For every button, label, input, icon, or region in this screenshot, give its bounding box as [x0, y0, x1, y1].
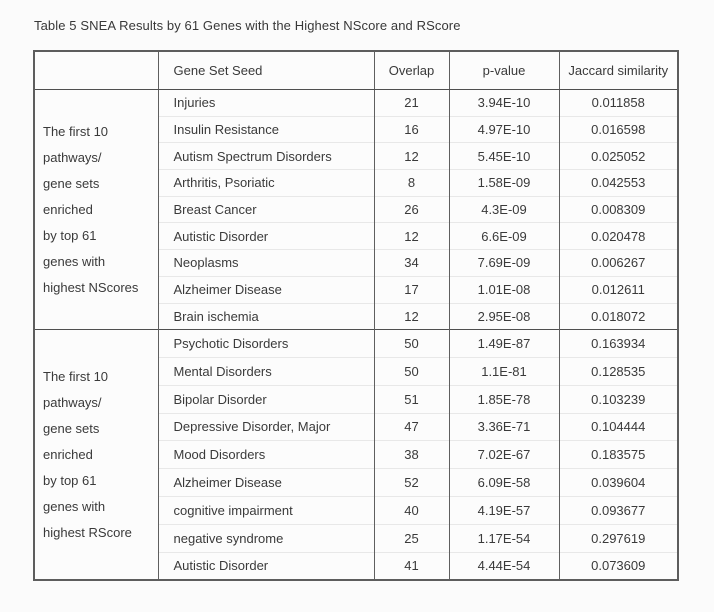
group-label-cell: [34, 330, 158, 580]
p-value-cell: 1.01E-08: [449, 276, 559, 303]
header-gene-set-seed: Gene Set Seed: [158, 51, 374, 90]
gene-set-cell: Alzheimer Disease: [158, 276, 374, 303]
gene-set-cell: Insulin Resistance: [158, 116, 374, 143]
p-value-cell: 4.3E-09: [449, 196, 559, 223]
jaccard-cell: 0.006267: [559, 250, 678, 277]
p-value-cell: 7.69E-09: [449, 250, 559, 277]
overlap-cell: 8: [374, 170, 449, 197]
snea-results-table: [33, 50, 679, 581]
gene-set-cell: Mood Disorders: [158, 441, 374, 469]
jaccard-cell: 0.183575: [559, 441, 678, 469]
group-label-line: gene sets: [43, 420, 100, 436]
p-value-cell: 4.44E-54: [449, 552, 559, 580]
header-row: [34, 51, 678, 90]
jaccard-cell: 0.008309: [559, 196, 678, 223]
table-row: [34, 330, 678, 358]
gene-set-cell: Depressive Disorder, Major: [158, 413, 374, 441]
gene-set-cell: negative syndrome: [158, 524, 374, 552]
jaccard-cell: 0.297619: [559, 524, 678, 552]
p-value-cell: 2.95E-08: [449, 303, 559, 330]
p-value-cell: 1.1E-81: [449, 357, 559, 385]
group-label-cell: [34, 90, 158, 330]
jaccard-cell: 0.163934: [559, 330, 678, 358]
group-label-line: genes with: [43, 253, 106, 269]
p-value-cell: 6.09E-58: [449, 469, 559, 497]
p-value-cell: 6.6E-09: [449, 223, 559, 250]
jaccard-cell: 0.104444: [559, 413, 678, 441]
gene-set-cell: Alzheimer Disease: [158, 469, 374, 497]
group-label-line: The first 10: [43, 368, 109, 384]
header-row-label: [34, 51, 158, 90]
group-label-line: gene sets: [43, 175, 100, 191]
gene-set-cell: Breast Cancer: [158, 196, 374, 223]
p-value-cell: 1.17E-54: [449, 524, 559, 552]
gene-set-cell: Mental Disorders: [158, 357, 374, 385]
jaccard-cell: 0.012611: [559, 276, 678, 303]
jaccard-cell: 0.103239: [559, 385, 678, 413]
p-value-cell: 4.19E-57: [449, 496, 559, 524]
overlap-cell: 12: [374, 223, 449, 250]
gene-set-cell: Autistic Disorder: [158, 223, 374, 250]
jaccard-cell: 0.042553: [559, 170, 678, 197]
overlap-cell: 40: [374, 496, 449, 524]
overlap-cell: 25: [374, 524, 449, 552]
p-value-cell: 3.94E-10: [449, 90, 559, 117]
jaccard-cell: 0.093677: [559, 496, 678, 524]
p-value-cell: 3.36E-71: [449, 413, 559, 441]
table-caption: Table 5 SNEA Results by 61 Genes with the Highest NScore and RScore: [34, 18, 461, 33]
jaccard-cell: 0.018072: [559, 303, 678, 330]
overlap-cell: 50: [374, 357, 449, 385]
group-label-line: pathways/: [43, 149, 102, 165]
gene-set-cell: Injuries: [158, 90, 374, 117]
gene-set-cell: Autistic Disorder: [158, 552, 374, 580]
group-label-line: enriched: [43, 446, 93, 462]
p-value-cell: 1.49E-87: [449, 330, 559, 358]
jaccard-cell: 0.011858: [559, 90, 678, 117]
overlap-cell: 26: [374, 196, 449, 223]
header-p-value: p-value: [449, 51, 559, 90]
rscore-group: [34, 330, 678, 580]
group-label-line: genes with: [43, 498, 106, 514]
overlap-cell: 41: [374, 552, 449, 580]
overlap-cell: 17: [374, 276, 449, 303]
group-label-line: by top 61: [43, 472, 97, 488]
group-label-line: pathways/: [43, 394, 102, 410]
overlap-cell: 52: [374, 469, 449, 497]
gene-set-cell: Brain ischemia: [158, 303, 374, 330]
p-value-cell: 1.58E-09: [449, 170, 559, 197]
group-label-line: The first 10: [43, 123, 109, 139]
gene-set-cell: Bipolar Disorder: [158, 385, 374, 413]
table-row: [34, 90, 678, 117]
gene-set-cell: cognitive impairment: [158, 496, 374, 524]
overlap-cell: 51: [374, 385, 449, 413]
table-header: [34, 51, 678, 90]
overlap-cell: 50: [374, 330, 449, 358]
overlap-cell: 21: [374, 90, 449, 117]
jaccard-cell: 0.020478: [559, 223, 678, 250]
jaccard-cell: 0.128535: [559, 357, 678, 385]
overlap-cell: 34: [374, 250, 449, 277]
group-label-line: highest NScores: [43, 279, 139, 295]
nscore-group: [34, 90, 678, 330]
jaccard-cell: 0.016598: [559, 116, 678, 143]
group-label-line: enriched: [43, 201, 93, 217]
p-value-cell: 5.45E-10: [449, 143, 559, 170]
group-label-line: highest RScore: [43, 524, 132, 540]
header-jaccard-similarity: Jaccard similarity: [559, 51, 678, 90]
p-value-cell: 1.85E-78: [449, 385, 559, 413]
overlap-cell: 16: [374, 116, 449, 143]
header-overlap: Overlap: [374, 51, 449, 90]
overlap-cell: 12: [374, 143, 449, 170]
gene-set-cell: Arthritis, Psoriatic: [158, 170, 374, 197]
group-label-line: by top 61: [43, 227, 97, 243]
overlap-cell: 12: [374, 303, 449, 330]
jaccard-cell: 0.025052: [559, 143, 678, 170]
gene-set-cell: Neoplasms: [158, 250, 374, 277]
gene-set-cell: Autism Spectrum Disorders: [158, 143, 374, 170]
p-value-cell: 4.97E-10: [449, 116, 559, 143]
jaccard-cell: 0.073609: [559, 552, 678, 580]
overlap-cell: 47: [374, 413, 449, 441]
p-value-cell: 7.02E-67: [449, 441, 559, 469]
gene-set-cell: Psychotic Disorders: [158, 330, 374, 358]
overlap-cell: 38: [374, 441, 449, 469]
jaccard-cell: 0.039604: [559, 469, 678, 497]
